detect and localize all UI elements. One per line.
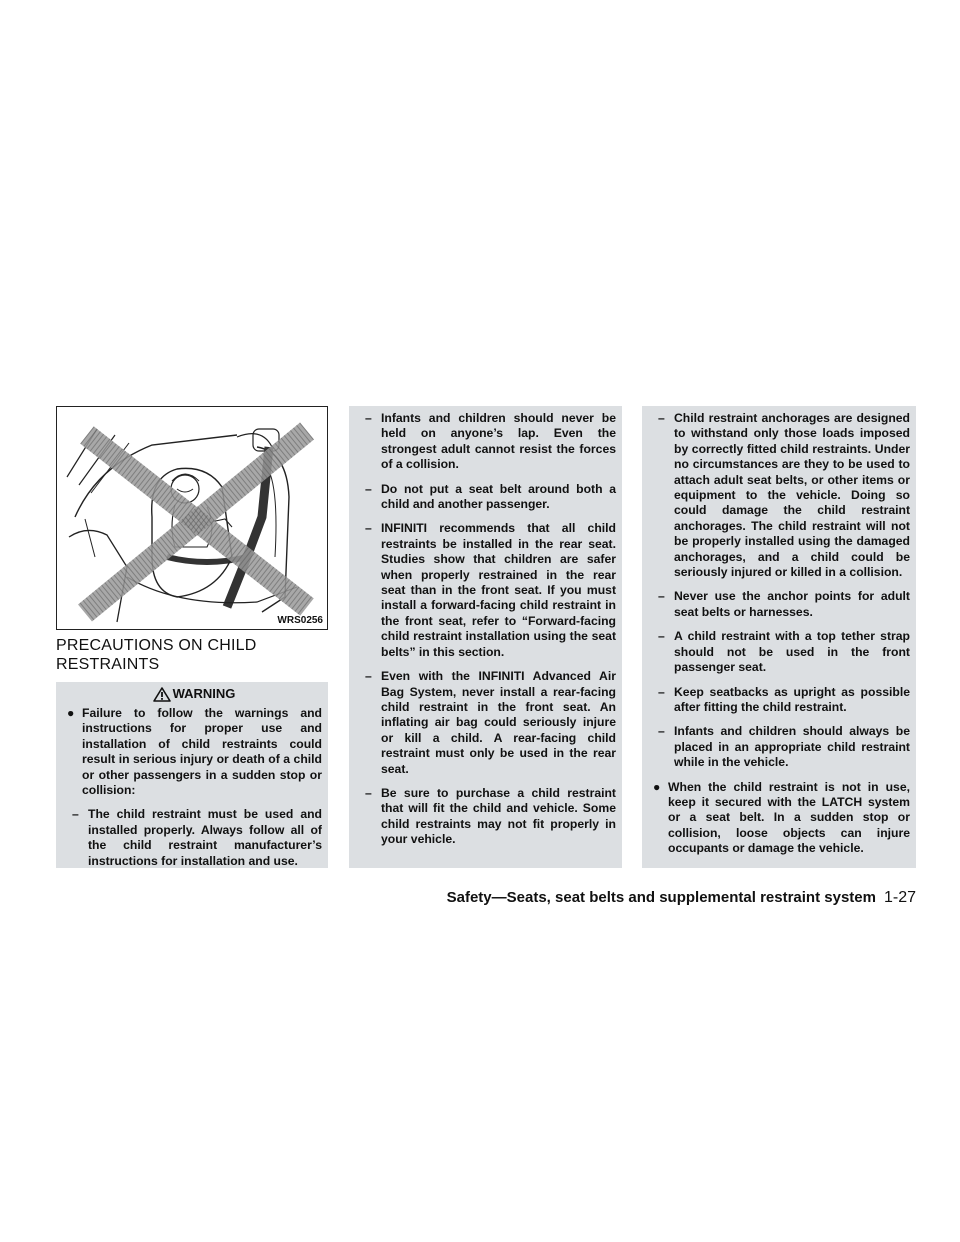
dash-marker: – [658,724,665,739]
list-item [359,521,616,660]
list-item [359,786,616,848]
page-footer [447,889,916,907]
list-item-text: The child restraint must be used and installed properly. Always follow all of the child restraint manufacturer’s instructions for installation and use. [88,807,322,868]
section-heading: PRECAUTIONS ON CHILD RESTRAINTS [56,637,257,673]
dash-marker: – [365,785,372,800]
bullet-marker: ● [67,706,75,720]
warning-box-column-3 [642,406,916,868]
list-item-text: Infants and children should always be placed in an appropriate child restraint while in the vehicle. [674,724,910,770]
list-item [359,482,616,513]
dash-marker: – [658,684,665,699]
dash-marker: – [658,589,665,604]
dash-marker: – [365,669,372,684]
list-item [652,685,910,716]
list-item-text: Failure to follow the warnings and instructions for proper use and installation of child restraints could result in serious injury or death of a child or other passengers in a sudden stop or collision: [82,706,322,798]
list-item-text: INFINITI recommends that all child restraints be installed in the rear seat. Studies show that children are safer when properly restrained in the rear seat than in the front seat. If you must install a forward-facing child restraint in the front seat, refer to “Forward-facing child restraint installation using the seat belts” in this section. [381,521,616,659]
dash-marker: – [365,411,372,425]
list-item [652,589,910,620]
list-item [652,724,910,770]
bullet-marker: ● [653,779,661,794]
list-item [66,807,322,869]
list-item [66,706,322,798]
list-item-text: Be sure to purchase a child restraint that will fit the child and vehicle. Some child restraints may not fit properly in your vehicle. [381,785,616,847]
list-item [652,629,910,675]
warning-triangle-icon [153,687,171,702]
list-item [359,669,616,777]
chapter-title: Safety—Seats, seat belts and supplemental restraint system [446,889,876,906]
list-item-text: A child restraint with a top tether strap should not be used in the front passenger seat. [674,629,910,675]
list-item-text: Do not put a seat belt around both a child and another passenger. [381,481,616,512]
dash-marker: – [365,481,372,496]
figure-code: WRS0256 [277,615,323,626]
dash-marker: – [658,629,665,644]
list-item-text: Infants and children should never be held on anyone’s lap. Even the strongest adult cannot resist the forces of a collision. [381,411,616,472]
list-item-text: Even with the INFINITI Advanced Air Bag System, never install a rear-facing child restraint in the front seat. An inflating air bag could seriously injure or kill a child. A rear-facing child restraint must only be used in the rear seat. [381,669,616,776]
list-item-text: Never use the anchor points for adult seat belts or harnesses. [674,589,910,619]
warning-title-text: WARNING [172,686,236,701]
dash-marker: – [365,521,372,536]
child-restraint-figure [56,406,328,630]
list-item [359,411,616,473]
list-item-text: When the child restraint is not in use, keep it secured with the LATCH system or a seat belt. In a sudden stop or collision, loose objects can injure occupants or damage the vehicle. [668,779,910,856]
dash-marker: – [658,411,665,425]
list-item [652,780,910,857]
child-restraint-prohibited-illustration [57,407,327,629]
list-item-text: Child restraint anchorages are designed to withstand only those loads imposed by correctly fitted child restraints. Under no circumstances are they to be used to attach adult seat belts, or other items or equipment to the vehicle. Doing so could damage the child restraint anchorages. The child restraint will not be properly installed using the damaged anchorages, and a child could be seriously injured or killed in a collision. [674,411,910,580]
page-number: 1-27 [883,889,916,906]
list-item [652,411,910,580]
dash-marker: – [72,807,79,822]
warning-box-column-1 [56,682,328,868]
warning-title [66,682,322,706]
list-item-text: Keep seatbacks as upright as possible after fitting the child restraint. [674,684,910,714]
warning-box-column-2 [349,406,622,868]
